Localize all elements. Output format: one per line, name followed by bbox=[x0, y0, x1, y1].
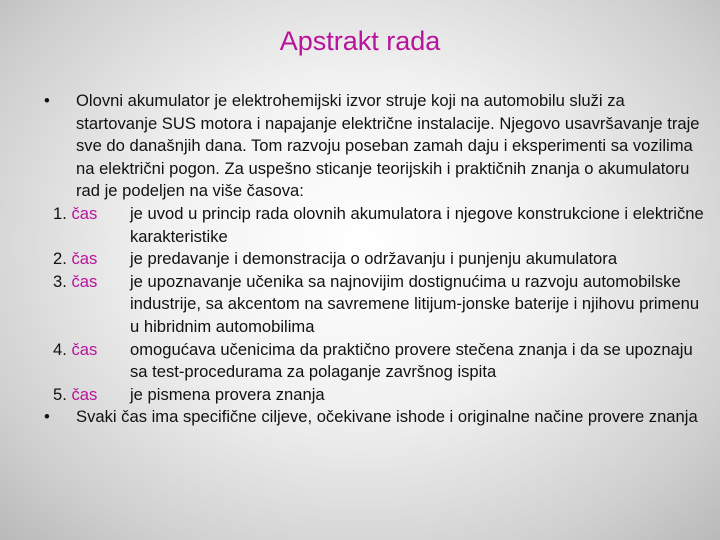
bullet-intro bbox=[44, 90, 704, 203]
lesson-number: 5. bbox=[53, 384, 67, 404]
lesson-text: omogućava učenicima da praktično provere stečena znanja i da se upoznaju sa test-procedurama za polaganje završnog ispita bbox=[130, 339, 693, 382]
bullet-summary bbox=[44, 406, 704, 429]
lesson-label: čas bbox=[71, 203, 98, 223]
lesson-number: 1. bbox=[53, 203, 67, 223]
lesson-label: čas bbox=[71, 271, 98, 291]
lesson-label: čas bbox=[71, 384, 98, 404]
lesson-item-5 bbox=[44, 384, 704, 407]
lesson-item-3 bbox=[44, 271, 704, 339]
slide-body bbox=[44, 90, 704, 429]
lesson-item-2 bbox=[44, 248, 704, 271]
lesson-item-4 bbox=[44, 339, 704, 384]
lesson-label: čas bbox=[71, 249, 98, 269]
lesson-text: je predavanje i demonstracija o održavanju i punjenju akumulatora bbox=[130, 249, 618, 269]
lesson-text: je pismena provera znanja bbox=[130, 384, 325, 404]
lesson-number: 3. bbox=[53, 271, 67, 291]
lesson-item-1 bbox=[44, 203, 704, 248]
bullet-symbol: • bbox=[44, 91, 50, 110]
bullet-symbol: • bbox=[44, 407, 50, 427]
slide-title: Apstrakt rada bbox=[279, 26, 441, 56]
lesson-text: je uvod u princip rada olovnih akumulatora i njegove konstrukcione i električne karakteristike bbox=[130, 203, 704, 246]
lesson-number: 2. bbox=[53, 249, 67, 269]
lesson-text: je upoznavanje učenika sa najnovijim dostignućima u razvoju automobilske industrije, sa akcentom na savremene litijum-jonske baterije i njihovu primenu u hibridnim automobilima bbox=[130, 271, 700, 336]
bullet-intro-text: Olovni akumulator je elektrohemijski izvor struje koji na automobilu služi za startovanje SUS motora i napajanje električne instalacije. Njegovo usavršavanje traje sve do današnjih dana. Tom razvoju poseban zamah daju i eksperimenti sa vozilima na električni pogon. Za uspešno sticanje teorijskih i praktičnih znanja o akumulatoru rad je podeljen na više časova: bbox=[76, 91, 700, 201]
lesson-label: čas bbox=[71, 339, 98, 359]
lesson-number: 4. bbox=[53, 339, 67, 359]
bullet-summary-text: Svaki čas ima specifične ciljeve, očekivane ishode i originalne načine provere znanja bbox=[76, 407, 698, 427]
